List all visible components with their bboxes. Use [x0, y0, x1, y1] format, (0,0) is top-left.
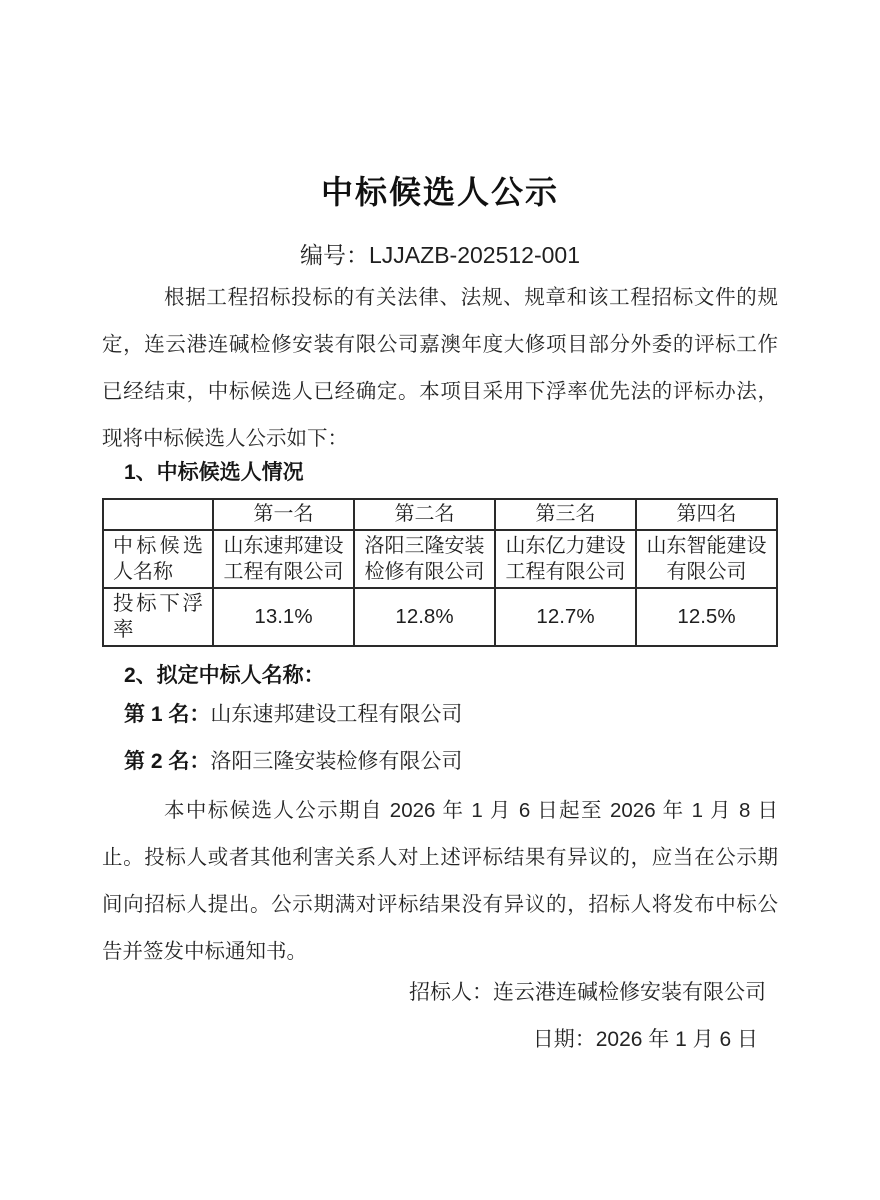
table-cell-rate-4: 12.5% [636, 588, 777, 646]
intro-paragraph: 根据工程招标投标的有关法律、法规、规章和该工程招标文件的规定，连云港连碱检修安装有限公司嘉澳年度大修项目部分外委的评标工作已经结束，中标候选人已经确定。本项目采用下浮率优先法的评标办法，现将中标候选人公示如下： [102, 286, 778, 450]
rank-1-line [124, 691, 778, 738]
page-title: 中标候选人公示 [320, 174, 559, 210]
table-cell-candidate-1: 山东速邦建设工程有限公司 [213, 530, 354, 588]
table-cell-rate-3: 12.7% [495, 588, 636, 646]
table-row-candidate-names [103, 530, 777, 588]
candidates-table [102, 498, 778, 647]
bidder-signature: 招标人：连云港连碱检修安装有限公司 [409, 981, 766, 1004]
table-cell-rate-1: 13.1% [213, 588, 354, 646]
rank-2-prefix: 第 2 名： [124, 750, 211, 773]
closing-paragraph: 本中标候选人公示期自 2026 年 1 月 6 日起至 2026 年 1 月 8 日止。投标人或者其他利害关系人对上述评标结果有异议的，应当在公示期间向招标人提出。公示期满对评标结果没有异议的，招标人将发布中标公告并签发中标通知书。 [102, 799, 778, 963]
table-row-label: 投标下浮率 [103, 588, 213, 646]
table-cell-candidate-3: 山东亿力建设工程有限公司 [495, 530, 636, 588]
table-row-discount-rates [103, 588, 777, 646]
rank-1-prefix: 第 1 名： [124, 703, 211, 726]
doc-number: 编号：LJJAZB-202512-001 [300, 242, 580, 268]
section-1-heading: 1、中标候选人情况 [124, 461, 304, 484]
rank-2-line [124, 738, 778, 785]
table-header-cell-rank1: 第一名 [213, 499, 354, 530]
signature-date: 日期：2026 年 1 月 6 日 [532, 1028, 758, 1051]
table-header-cell-rank3: 第三名 [495, 499, 636, 530]
table-row-label: 中标候选人名称 [103, 530, 213, 588]
section-2-heading: 2、拟定中标人名称： [124, 664, 325, 687]
table-cell-candidate-4: 山东智能建设有限公司 [636, 530, 777, 588]
rank-2-company: 洛阳三隆安装检修有限公司 [210, 750, 463, 773]
table-header-row [103, 499, 777, 530]
table-cell-rate-2: 12.8% [354, 588, 495, 646]
table-header-cell-rank2: 第二名 [354, 499, 495, 530]
table-header-cell-blank [103, 499, 213, 530]
table-header-cell-rank4: 第四名 [636, 499, 777, 530]
table-cell-candidate-2: 洛阳三隆安装检修有限公司 [354, 530, 495, 588]
rank-1-company: 山东速邦建设工程有限公司 [210, 703, 463, 726]
